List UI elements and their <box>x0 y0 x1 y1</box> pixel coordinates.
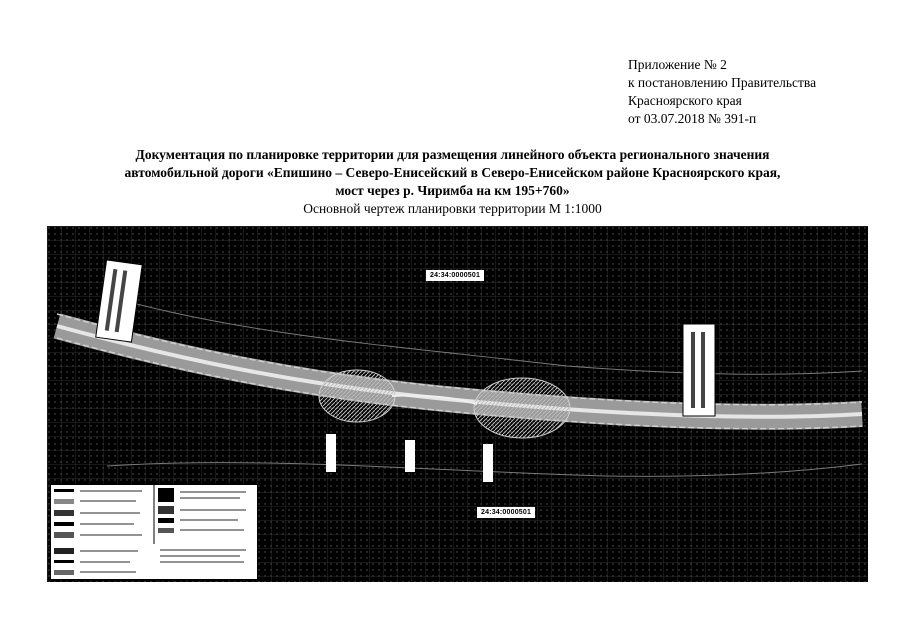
appendix-block <box>628 56 888 128</box>
appendix-resolution: к постановлению Правительства <box>628 75 817 90</box>
parcel-label-bottom: 24:34:0000501 <box>477 507 535 518</box>
station-marker-2 <box>405 440 415 472</box>
planning-drawing <box>47 226 868 582</box>
parcel-label-top: 24:34:0000501 <box>426 270 484 281</box>
title-line-3: мост через р. Чиримба на км 195+760» <box>335 183 570 198</box>
drawing-legend <box>50 484 258 580</box>
callout-lines-right-2 <box>701 332 705 408</box>
appendix-date: от 03.07.2018 № 391-п <box>628 111 757 126</box>
bridge-abutment-left <box>319 370 395 422</box>
bridge-abutment-right <box>474 378 570 438</box>
appendix-number: Приложение № 2 <box>628 57 727 72</box>
callout-lines-right <box>691 332 695 408</box>
station-marker-3 <box>483 444 493 482</box>
title-line-2: автомобильной дороги «Епишино – Северо-Енисейский в Северо-Енисейском районе Красноярского края, <box>124 165 781 180</box>
callout-box-right <box>683 324 715 416</box>
document-title <box>60 146 845 218</box>
title-subtitle: Основной чертеж планировки территории М 1:1000 <box>303 201 602 216</box>
appendix-region: Красноярского края <box>628 93 742 108</box>
title-line-1: Документация по планировке территории для размещения линейного объекта регионального значения <box>135 147 770 162</box>
station-marker-1 <box>326 434 336 472</box>
legend-graphics <box>50 484 258 580</box>
